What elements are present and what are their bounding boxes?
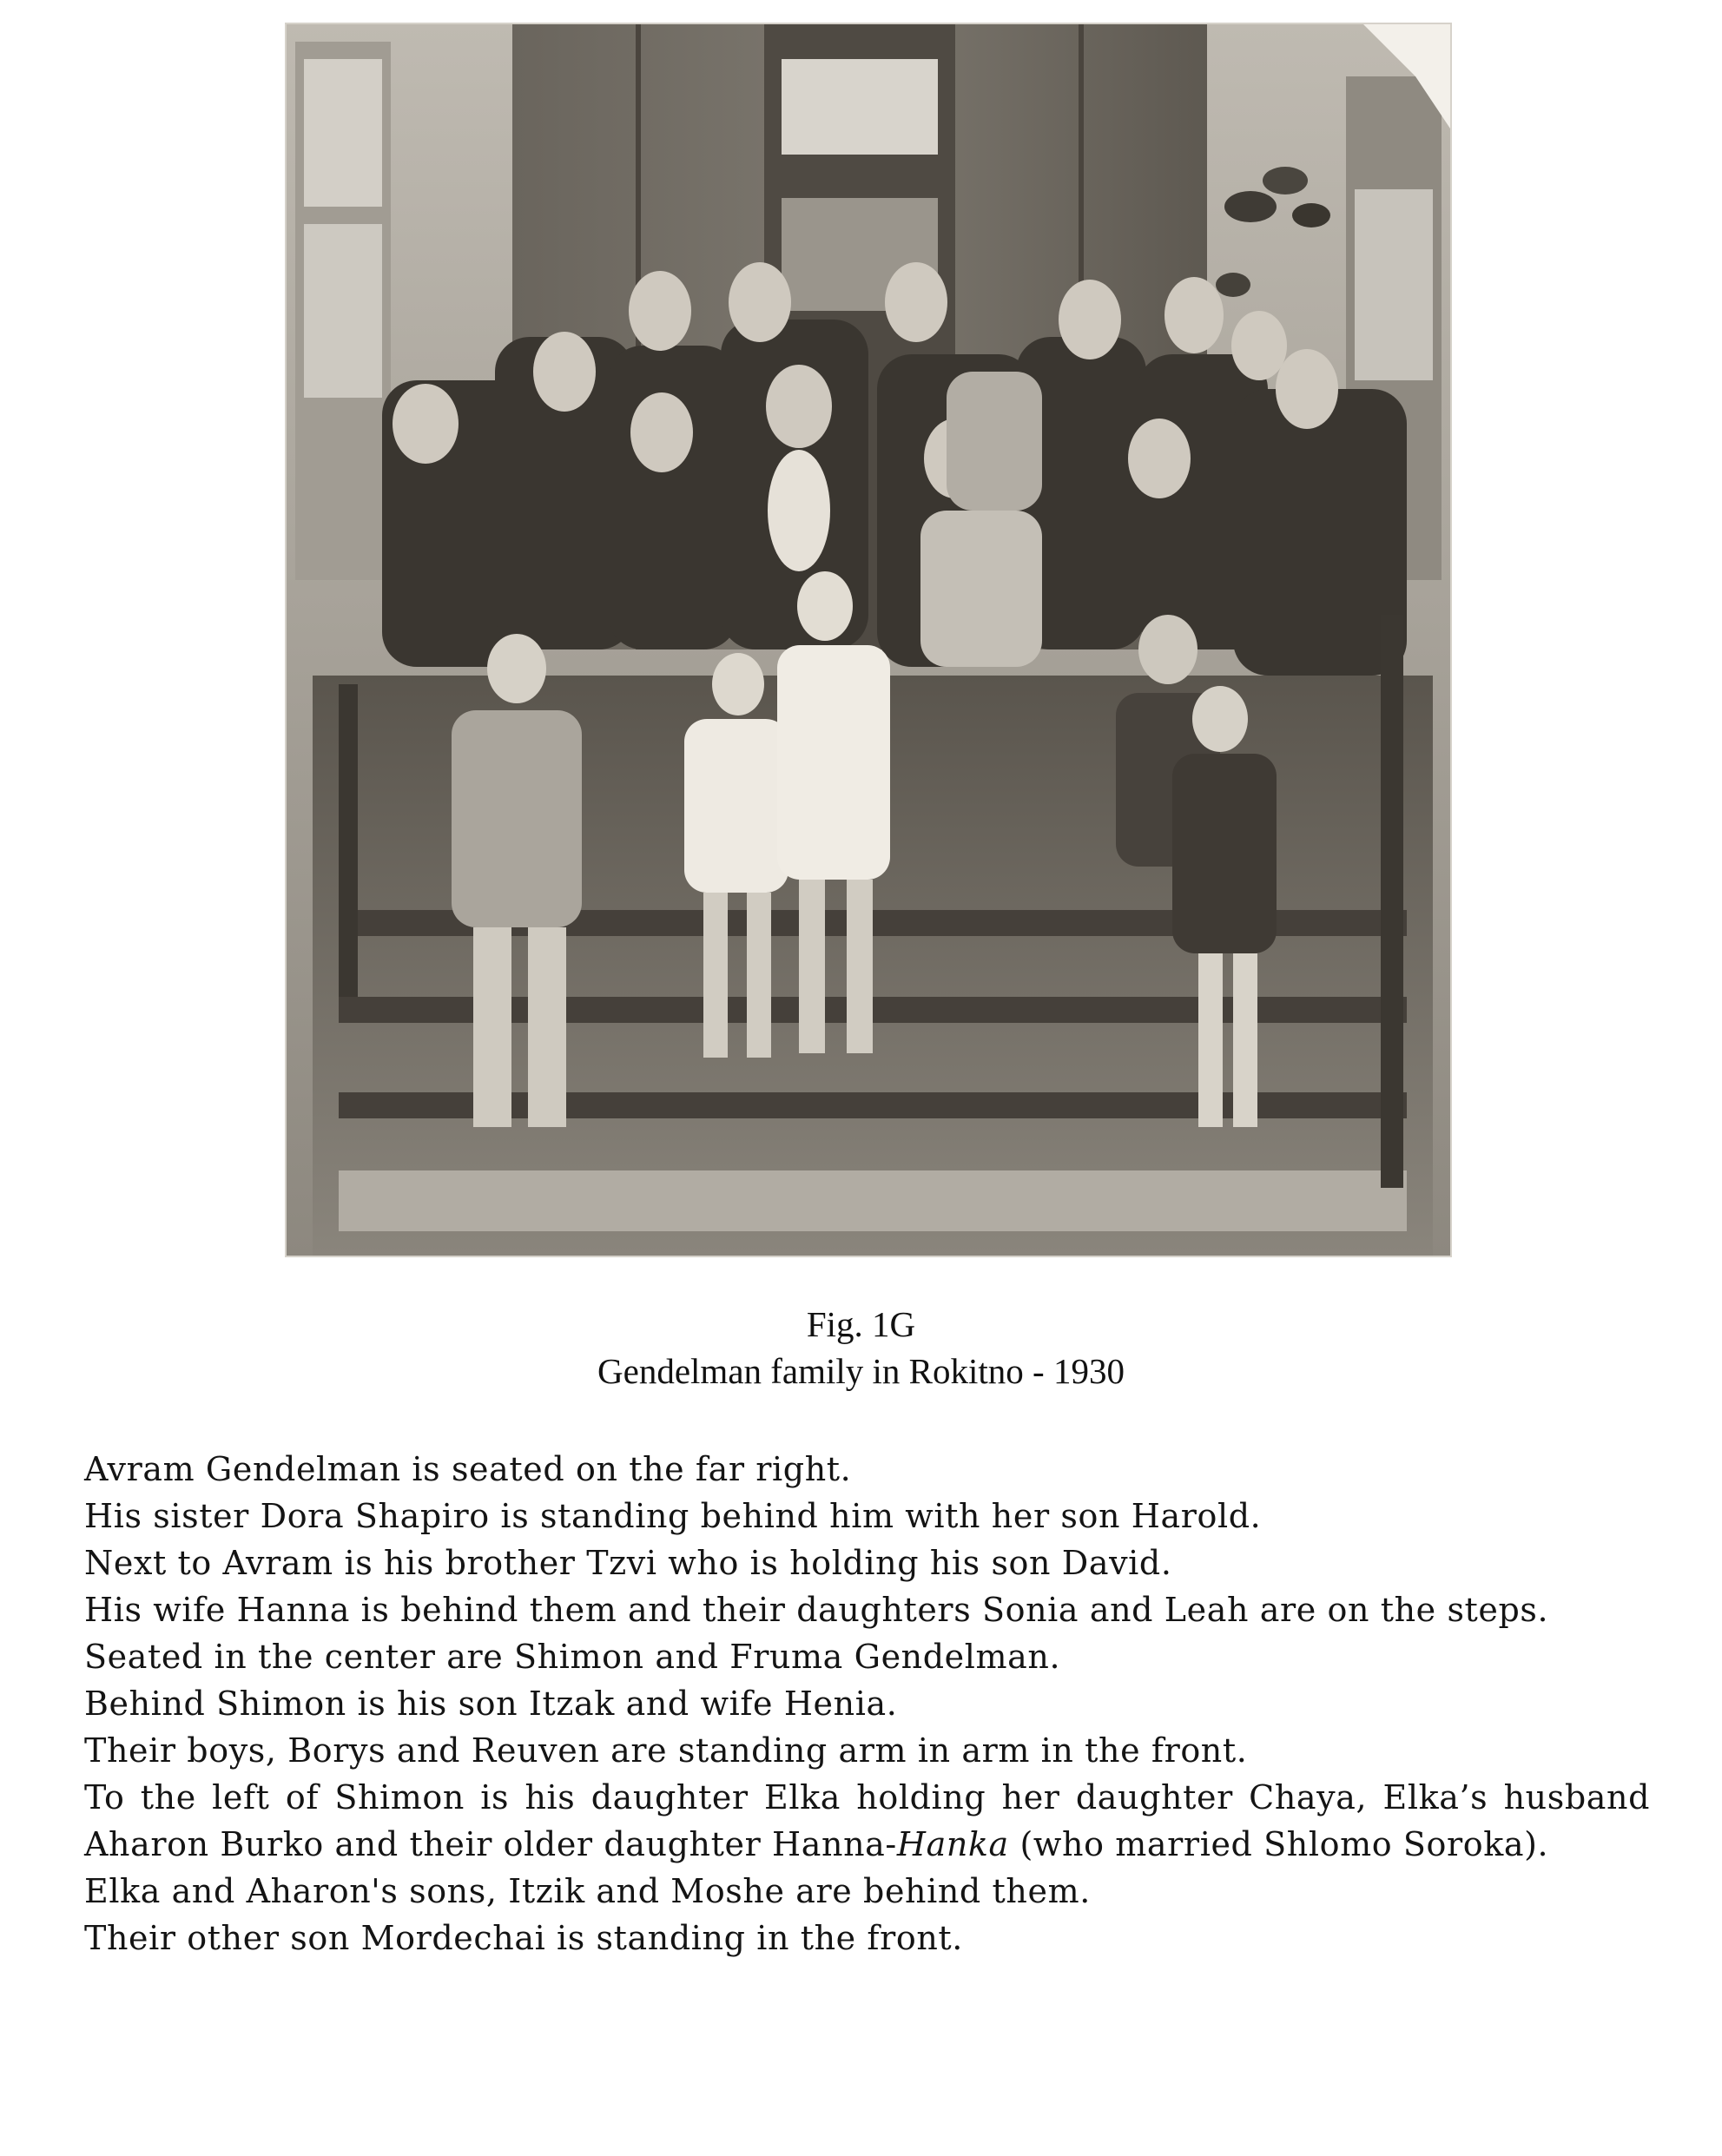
elka-text-end: (who married Shlomo Soroka). [1008, 1825, 1549, 1863]
description-line: Their other son Mordechai is standing in the front. [84, 1919, 963, 1957]
description-line: Their boys, Borys and Reuven are standing arm in arm in the front. [84, 1731, 1248, 1770]
figure-caption [0, 1301, 1722, 1394]
description-line: Behind Shimon is his son Itzak and wife Henia. [84, 1685, 898, 1723]
description-line: His sister Dora Shapiro is standing behind him with her son Harold. [84, 1497, 1262, 1535]
photo-description [84, 1446, 1650, 1961]
description-line-elka [84, 1774, 1650, 1868]
figure-label: Fig. 1G [806, 1304, 916, 1344]
elka-text-start: To the left of Shimon is his daughter Elka holding her daughter Chaya, Elka’s husband Aharon Burko and their older daughter Hanna- [84, 1778, 1650, 1863]
figure-title: Gendelman family in Rokitno - 1930 [597, 1351, 1125, 1391]
description-line: Seated in the center are Shimon and Fruma Gendelman. [84, 1638, 1061, 1676]
description-line: His wife Hanna is behind them and their daughters Sonia and Leah are on the steps. [84, 1591, 1549, 1629]
elka-text-italic: Hanka [896, 1825, 1009, 1863]
family-group-photograph-icon [287, 24, 1450, 1256]
description-line: Avram Gendelman is seated on the far right. [84, 1450, 852, 1488]
description-line: Next to Avram is his brother Tzvi who is holding his son David. [84, 1544, 1172, 1582]
family-photograph [287, 24, 1450, 1256]
description-line: Elka and Aharon's sons, Itzik and Moshe are behind them. [84, 1872, 1091, 1910]
